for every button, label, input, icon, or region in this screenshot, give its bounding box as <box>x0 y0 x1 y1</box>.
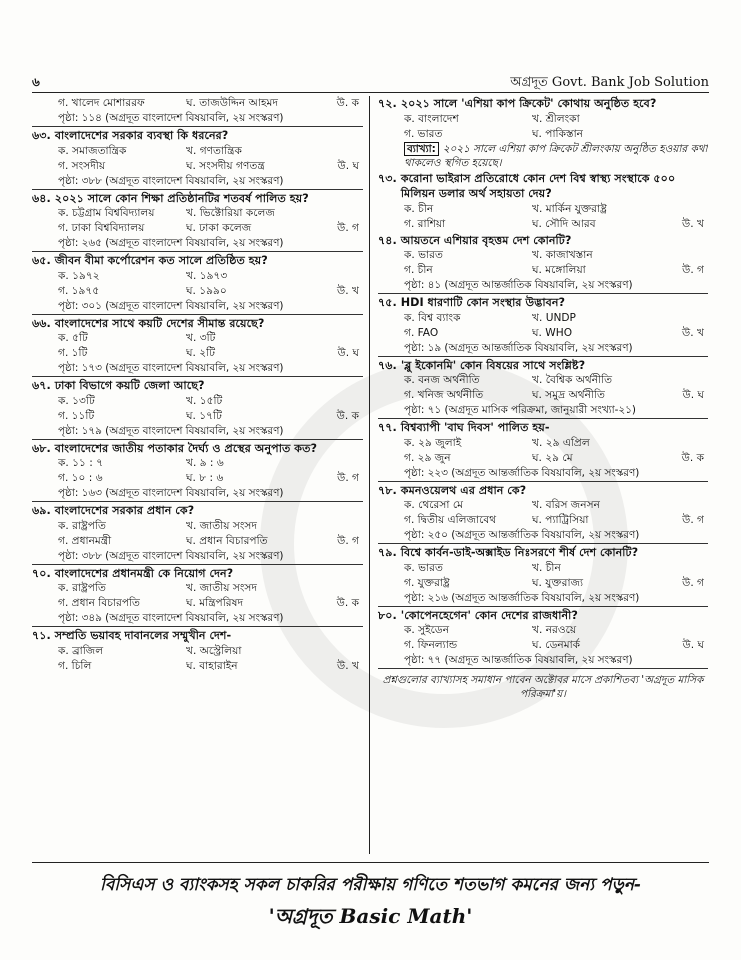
explanation-tag: ব্যাখ্যা: <box>404 142 439 156</box>
answer-label: উ. খ <box>337 284 359 297</box>
answer-spacer <box>650 112 708 127</box>
footer-divider <box>32 862 709 863</box>
option: ঘ. ২৯ মে <box>532 451 573 464</box>
option: ক. ১৩টি <box>58 394 95 407</box>
option: গ. খনিজ অর্থনীতি <box>404 389 484 401</box>
question-text: বাংলাদেশের প্রধানমন্ত্রী কে নিয়োগ দেন? <box>54 566 234 580</box>
option: ক. ২৯ জুলাই <box>404 436 462 449</box>
option: ঘ. ১৯৯০ <box>186 284 227 297</box>
option: গ. প্রধানমন্ত্রী <box>58 534 112 547</box>
options-grid <box>378 623 708 653</box>
option: গ. যুক্তরাষ্ট্র <box>404 576 450 589</box>
answer-label: উ. গ <box>337 222 359 234</box>
option: ঘ. পাকিস্তান <box>532 127 583 140</box>
question-number: ৭০. <box>32 566 51 580</box>
option: খ. নরওয়ে <box>532 624 577 636</box>
option: ক. সুইডেন <box>404 624 450 636</box>
question-number: ৬৮. <box>32 441 51 455</box>
option: ঘ. WHO <box>532 326 573 339</box>
question-text: সম্প্রতি ভয়াবহ দাবানলের সম্মুখীন দেশ- <box>54 629 232 642</box>
answer-label: উ. ঘ <box>682 389 704 401</box>
question-line <box>378 608 708 624</box>
option: ঘ. ৮ : ৬ <box>186 472 224 484</box>
option: গ. সংসদীয় <box>58 159 106 172</box>
question-number: ৬৯. <box>32 504 51 517</box>
answer-spacer <box>304 269 363 284</box>
footer-ad-line: বিসিএস ও ব্যাংকসহ সকল চাকরির পরীক্ষায় গণিতে শতভাগ কমনের জন্য পড়ুন- <box>99 875 642 895</box>
page-reference: পৃষ্ঠা: ৪১ (অগ্রদূত আন্তর্জাতিক বিষয়াবলি, ২য় সংস্করণ) <box>378 278 708 294</box>
question-block <box>378 545 708 607</box>
options-grid <box>32 144 363 174</box>
option: গ. ১০ : ৬ <box>58 472 103 484</box>
option: খ. ১৫টি <box>186 394 223 407</box>
option: খ. ৯ : ৬ <box>186 457 224 469</box>
answer-label: উ. ঘ <box>337 347 359 359</box>
option: ঘ. যুক্তরাজ্য <box>532 576 584 589</box>
question-block <box>32 316 363 378</box>
option: ক. রাষ্ট্রপতি <box>58 582 106 594</box>
options-grid <box>378 436 708 466</box>
options-grid <box>32 96 363 111</box>
answer-spacer <box>304 331 363 346</box>
option: খ. ভিক্টোরিয়া কলেজ <box>186 207 275 219</box>
answer-label: উ. গ <box>682 514 704 526</box>
option: খ. মার্কিন যুক্তরাষ্ট্র <box>532 202 607 215</box>
question-line <box>32 566 363 582</box>
answer-label: উ. গ <box>682 264 704 276</box>
question-block <box>32 191 363 253</box>
options-grid <box>32 394 363 424</box>
page-reference: পৃষ্ঠা: ৩৮৮ (অগ্রদূত বাংলাদেশ বিষয়াবলি, ২য় সংস্করণ) <box>32 174 363 190</box>
solution-note: প্রশ্নগুলোর ব্যাখ্যাসহ সমাধান পাবেন অক্টোবর মাসে প্রকাশিতব্য 'অগ্রদূত মাসিক পরিক্রমা'য়। <box>382 674 704 700</box>
option: গ. ঢাকা বিশ্ববিদ্যালয় <box>58 222 145 234</box>
right-column <box>370 96 708 854</box>
option: খ. জাতীয় সংসদ <box>186 519 257 532</box>
question-text: ২০২১ সালে কোন শিক্ষা প্রতিষ্ঠানটির শতবর্ষ পালিত হয়? <box>54 191 309 205</box>
answer-label: উ. গ <box>337 534 359 547</box>
question-block <box>378 96 708 170</box>
option: ক. সমাজতান্ত্রিক <box>58 144 127 157</box>
question-text: কমনওয়েলথ এর প্রধান কে? <box>400 483 527 497</box>
option: খ. শ্রীলংকা <box>532 112 580 125</box>
question-line <box>378 171 708 202</box>
question-block <box>32 441 363 503</box>
option: গ. ১৯৭৫ <box>58 284 100 297</box>
page-reference: পৃষ্ঠা: ৭৭ (অগ্রদূত আন্তর্জাতিক বিষয়াবলি, ২য় সংস্করণ) <box>378 653 708 669</box>
page-reference: পৃষ্ঠা: ৩৪৯ (অগ্রদূত বাংলাদেশ বিষয়াবলি, ২য় সংস্করণ) <box>32 611 363 627</box>
question-text: বিশ্বব্যাপী 'বাঘ দিবস' পালিত হয়- <box>400 421 550 434</box>
option: খ. গণতান্ত্রিক <box>186 144 242 157</box>
question-text: ২০২১ সালে 'এশিয়া কাপ ক্রিকেট' কোথায় অনুষ্ঠিত হবে? <box>400 97 657 110</box>
option: গ. চিলি <box>58 659 92 672</box>
answer-spacer <box>304 456 363 471</box>
question-text: আয়তনে এশিয়ার বৃহত্তম দেশ কোনটি? <box>400 233 572 247</box>
option: ক. ১৯৭২ <box>58 269 100 282</box>
answer-label: উ. খ <box>337 659 359 672</box>
question-number: ৭১. <box>32 629 51 642</box>
question-block <box>378 233 708 295</box>
option: ঘ. প্যাট্রিসিয়া <box>532 514 589 526</box>
question-text: বাংলাদেশের সরকার ব্যবস্থা কি ধরনের? <box>54 129 229 142</box>
question-text: বাংলাদেশের সরকার প্রধান কে? <box>54 504 195 517</box>
answer-spacer <box>650 561 708 576</box>
option: ঘ. মন্ত্রিপরিষদ <box>186 597 244 609</box>
option: খ. ২৯ এপ্রিল <box>532 436 590 449</box>
question-number: ৮০. <box>378 608 397 622</box>
page-reference: পৃষ্ঠা: ২৫০ (অগ্রদূত আন্তর্জাতিক বিষয়াবলি, ২য় সংস্করণ) <box>378 528 708 544</box>
option: গ. দ্বিতীয় এলিজাবেথ <box>404 514 497 526</box>
page-reference: পৃষ্ঠা: ৩০১ (অগ্রদূত বাংলাদেশ বিষয়াবলি, ২য় সংস্করণ) <box>32 299 363 315</box>
question-number: ৭৯. <box>378 546 397 559</box>
option: ক. রাষ্ট্রপতি <box>58 519 106 532</box>
page-reference: পৃষ্ঠা: ১১৪ (অগ্রদূত বাংলাদেশ বিষয়াবলি, ২য় সংস্করণ) <box>32 111 363 127</box>
option: গ. ভারত <box>404 127 443 140</box>
option: খ. বরিস জনসন <box>532 499 600 511</box>
page-reference: পৃষ্ঠা: ৭১ (অগ্রদূত মাসিক পরিক্রমা, জানুয়ারী সংখ্যা-২১) <box>378 403 708 419</box>
answer-spacer <box>304 144 363 159</box>
answer-label: উ. খ <box>682 217 704 230</box>
option: ক. ভারত <box>404 561 443 574</box>
question-block <box>32 378 363 440</box>
options-grid <box>32 269 363 299</box>
options-grid <box>378 202 708 232</box>
answer-label: উ. খ <box>682 326 704 339</box>
question-line <box>378 96 708 112</box>
option: খ. কাজাখস্তান <box>532 249 593 261</box>
option: ঘ. প্রধান বিচারপতি <box>186 534 268 547</box>
question-line <box>32 378 363 394</box>
question-number: ৬৪. <box>32 191 51 205</box>
page-reference: পৃষ্ঠা: ১৭৯ (অগ্রদূত বাংলাদেশ বিষয়াবলি, ২য় সংস্করণ) <box>32 424 363 440</box>
option: গ. ফিনল্যান্ড <box>404 639 458 651</box>
option: ক. বিশ্ব ব্যাংক <box>404 311 461 324</box>
question-line <box>378 295 708 311</box>
option: ঘ. সমুদ্র অর্থনীতি <box>532 389 605 401</box>
option: খ. চীন <box>532 561 561 574</box>
answer-label: উ. ক <box>336 97 359 109</box>
question-line <box>32 128 363 144</box>
answer-spacer <box>650 127 708 142</box>
explanation <box>378 142 708 170</box>
page-reference: পৃষ্ঠা: ১৭৩ (অগ্রদূত বাংলাদেশ বিষয়াবলি, ২য় সংস্করণ) <box>32 361 363 377</box>
options-grid <box>378 498 708 528</box>
question-line <box>32 253 363 269</box>
question-number: ৭৪. <box>378 233 397 247</box>
option: ক. ভারত <box>404 249 443 261</box>
question-line <box>378 420 708 436</box>
question-text: জীবন বীমা কর্পোরেশন কত সালে প্রতিষ্ঠিত হয়? <box>54 254 268 267</box>
options-grid <box>32 456 363 486</box>
question-text: করোনা ভাইরাস প্রতিরোধে কোন দেশ বিশ্ব স্বাস্থ্য সংস্থাকে ৫০০ মিলিয়ন ডলার অর্থ সহায়তা দেয়? <box>400 171 676 200</box>
options-grid <box>32 519 363 549</box>
option: ক. বাংলাদেশ <box>404 112 459 125</box>
page-reference: পৃষ্ঠা: ২১৬ (অগ্রদূত আন্তর্জাতিক বিষয়াবলি, ২য় সংস্করণ) <box>378 591 708 607</box>
question-block <box>32 253 363 315</box>
option: ঘ. তাজউদ্দিন আহমদ <box>186 97 278 109</box>
option: খ. জাতীয় সংসদ <box>186 582 257 594</box>
answer-spacer <box>650 311 708 326</box>
option: ঘ. ২টি <box>186 347 215 359</box>
option: ক. ১১ : ৭ <box>58 457 104 469</box>
question-text: HDI ধারণাটি কোন সংস্থার উদ্ভাবন? <box>400 296 566 309</box>
option: গ. প্রধান বিচারপতি <box>58 597 140 609</box>
option: গ. খালেদ মোশাররফ <box>58 97 145 109</box>
option: ক. থেরেসা মে <box>404 499 464 511</box>
options-grid <box>32 206 363 236</box>
option: খ. UNDP <box>532 311 576 324</box>
answer-spacer <box>304 394 363 409</box>
question-number: ৬৩. <box>32 129 51 142</box>
footer-book-name: 'অগ্রদূত Basic Math' <box>268 904 473 928</box>
question-number: ৭৭. <box>378 421 397 434</box>
question-text: বিশ্বে কার্বন-ডাই-অক্সাইড নিঃসরণে শীর্ষ দেশ কোনটি? <box>400 546 639 559</box>
question-block <box>32 566 363 628</box>
question-text: 'ব্লু ইকোনমি' কোন বিষয়ের সাথে সংশ্লিষ্ট? <box>400 358 586 372</box>
options-grid <box>32 331 363 361</box>
question-line <box>32 191 363 207</box>
option: ঘ. সংসদীয় গণতন্ত্র <box>186 159 265 172</box>
page-reference: পৃষ্ঠা: ৩৮৮ (অগ্রদূত বাংলাদেশ বিষয়াবলি, ২য় সংস্করণ) <box>32 549 363 565</box>
option: খ. ১৯৭৩ <box>186 269 228 282</box>
options-grid <box>378 373 708 403</box>
answer-label: উ. ক <box>336 409 359 422</box>
question-line <box>378 545 708 561</box>
option: ঘ. ঢাকা কলেজ <box>186 222 252 234</box>
options-grid <box>32 581 363 611</box>
option: গ. FAO <box>404 326 439 339</box>
option: ঘ. বাহারাইন <box>186 659 238 672</box>
answer-label: উ. গ <box>337 472 359 484</box>
page-reference: পৃষ্ঠা: ২৬৫ (অগ্রদূত বাংলাদেশ বিষয়াবলি, ২য় সংস্করণ) <box>32 236 363 252</box>
question-text: 'কোপেনহেগেন' কোন দেশের রাজধানী? <box>400 608 578 622</box>
answer-label: উ. ক <box>336 597 359 609</box>
left-column <box>32 96 370 854</box>
answer-spacer <box>650 498 708 513</box>
question-text: বাংলাদেশের জাতীয় পতাকার দৈর্ঘ্য ও প্রস্থের অনুপাত কত? <box>54 441 317 455</box>
page-reference: পৃষ্ঠা: ১৬৩ (অগ্রদূত বাংলাদেশ বিষয়াবলি, ২য় সংস্করণ) <box>32 486 363 502</box>
answer-label: উ. ক <box>681 451 704 464</box>
option: গ. ২৯ জুন <box>404 451 451 464</box>
question-number: ৬৬. <box>32 316 51 330</box>
option: ক. চট্টগ্রাম বিশ্ববিদ্যালয় <box>58 207 155 219</box>
options-grid <box>378 561 708 591</box>
option: ঘ. ডেনমার্ক <box>532 639 581 651</box>
book-title: অগ্রদূত Govt. Bank Job Solution <box>510 75 709 90</box>
option: ক. চীন <box>404 202 434 215</box>
question-line <box>378 483 708 499</box>
question-block <box>32 128 363 190</box>
option: খ. ৩টি <box>186 332 216 344</box>
question-number: ৭৬. <box>378 358 397 372</box>
explanation-text: ২০২১ সালে এশিয়া কাপ ক্রিকেট শ্রীলংকায় অনুষ্ঠিত হওয়ার কথা থাকলেও স্থগিত হয়েছে। <box>404 142 708 169</box>
option: গ. ১১টি <box>58 409 95 422</box>
question-line <box>378 233 708 249</box>
question-line <box>32 503 363 519</box>
answer-spacer <box>650 436 708 451</box>
answer-spacer <box>650 202 708 217</box>
page-number: ৬ <box>32 75 40 89</box>
question-number: ৬৫. <box>32 254 51 267</box>
question-block <box>32 503 363 565</box>
option: গ. চীন <box>404 264 433 276</box>
question-block <box>378 483 708 545</box>
question-text: ঢাকা বিভাগে কয়টি জেলা আছে? <box>54 379 205 392</box>
answer-spacer <box>650 623 708 638</box>
question-line <box>32 628 363 644</box>
question-line <box>378 358 708 374</box>
options-grid <box>378 112 708 142</box>
question-block <box>378 171 708 232</box>
question-text: বাংলাদেশের সাথে কয়টি দেশের সীমান্ত রয়েছে? <box>54 316 265 330</box>
page-header <box>32 72 709 93</box>
option: খ. বৈশ্বিক অর্থনীতি <box>532 374 613 386</box>
options-grid <box>378 248 708 278</box>
option: খ. অস্ট্রেলিয়া <box>186 644 242 657</box>
option: গ. ১টি <box>58 347 88 359</box>
question-block <box>378 358 708 420</box>
question-line <box>32 441 363 457</box>
answer-spacer <box>650 373 708 388</box>
answer-spacer <box>650 248 708 263</box>
question-content <box>32 96 709 854</box>
answer-spacer <box>304 581 363 596</box>
page-reference: পৃষ্ঠা: ২২৩ (অগ্রদূত আন্তর্জাতিক বিষয়াবলি, ২য় সংস্করণ) <box>378 466 708 482</box>
answer-label: উ. ঘ <box>337 159 359 172</box>
options-grid <box>378 311 708 341</box>
answer-spacer <box>304 644 363 659</box>
option: গ. রাশিয়া <box>404 217 446 230</box>
question-block <box>378 608 708 670</box>
answer-label: উ. গ <box>682 576 704 589</box>
question-number: ৭৮. <box>378 483 397 497</box>
answer-spacer <box>304 206 363 221</box>
question-number: ৭২. <box>378 97 397 110</box>
question-block <box>32 628 363 674</box>
option: ঘ. সৌদি আরব <box>532 217 596 230</box>
option: ঘ. ১৭টি <box>186 409 222 422</box>
question-number: ৬৭. <box>32 379 51 392</box>
question-block <box>378 420 708 482</box>
question-block <box>32 96 363 127</box>
page-reference: পৃষ্ঠা: ১৯ (অগ্রদূত আন্তর্জাতিক বিষয়াবলি, ২য় সংস্করণ) <box>378 341 708 357</box>
question-line <box>32 316 363 332</box>
question-number: ৭৩. <box>378 171 397 185</box>
question-block <box>378 295 708 357</box>
answer-spacer <box>304 519 363 534</box>
answer-label: উ. ঘ <box>682 639 704 651</box>
option: ঘ. মঙ্গোলিয়া <box>532 264 586 276</box>
question-number: ৭৫. <box>378 296 397 309</box>
option: ক. ৫টি <box>58 332 88 344</box>
option: ক. ব্রাজিল <box>58 644 104 657</box>
options-grid <box>32 644 363 674</box>
option: ক. বনজ অর্থনীতি <box>404 374 480 386</box>
